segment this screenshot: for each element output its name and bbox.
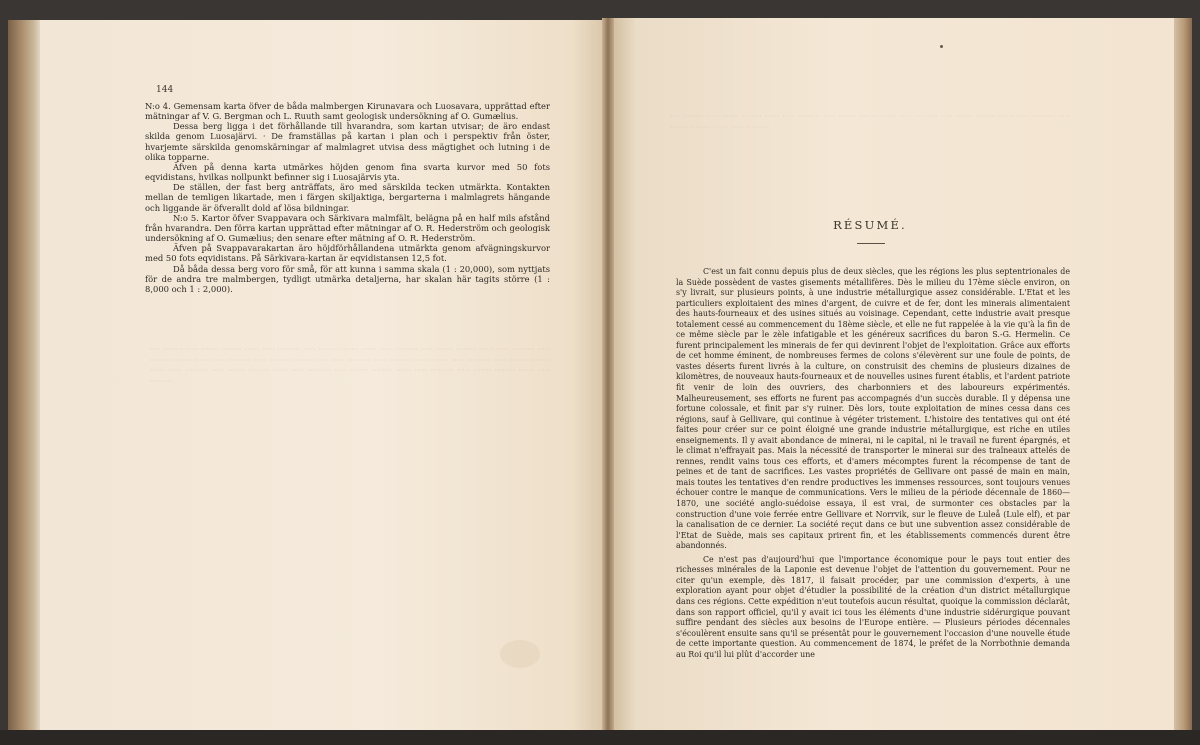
paragraph: De ställen, der fast berg anträffats, äro med särskilda tecken utmärkta. Kontakten mellan de temligen likartade, men i färgen skiljaktiga, bergarterna i malmlagrets hängande och liggande är öfverallt dold af lösa bildningar. [145,182,550,213]
title-rule [857,243,885,244]
paragraph: N:o 5. Kartor öfver Svappavara och Särkivara malmfält, belägna på en half mils afstånd från hvarandra. Den förra kartan upprättad efter mätningar af O. R. Hederström och geologisk undersökning af O. Gumælius; den senare efter mätning af O. R. Hederström. [145,212,550,244]
resume-title: RÉSUMÉ. [833,218,907,232]
show-through-text: ···· ········ ····· ······· ········ ······ ····· ········· ····· ······· ········ ······ ····· ········· ····· ······· ········ ······ ····· ········· ····· ······· ········ ······ ····· ········· ····· ······· ········ ······ ····· ········· ····· ······· ········ ······ ····· ········· ····· ······· ········ ······ ····· ········· ····· ······· ········ ······ ····· ········· ····· ······· ········ ······ ····· ········· ····· ······· ········ ······ ····· ········· [150,345,550,386]
page-mark [940,45,943,48]
book-edge-left [8,20,40,735]
paragraph: Då båda dessa berg voro för små, för att kunna i samma skala (1 : 20,000), som nyttjats för de andra tre malmbergen, tydligt utmärka detaljerna, har skalan här tagits större (1 : 8,000 och 1 : 2,000). [145,263,550,294]
paragraph: Dessa berg ligga i det förhållande till hvarandra, som kartan utvisar; de äro endast skilda genom Luosajärvi. · De framställas på kartan i plan och i perspektiv från öster, hvarjemte särskilda genomskärningar af malmlagret utvisa dess mägtighet och lutning i de olika topparne. [145,121,550,162]
paragraph: Äfven på Svappavarakartan äro höjdförhållandena utmärkta genom afvägningskurvor med 50 fots eqvidistans. På Särkivara-kartan är eqvidistansen 12,5 fot. [145,243,550,264]
show-through-text-right: ···· ········ ····· ······· ········ ······ ····· ········· ····· ······· ········ ······ ····· ········· ····· ······· ········ ······ ····· ········· ····· ······· ········ ······ ····· ········· [670,112,1070,132]
paragraph: Äfven på denna karta utmärkes höjden genom fina svarta kurvor med 50 fots eqvidistans, hvilkas nollpunkt befinner sig i Luosajärvis yta. [145,161,550,183]
right-text-column [676,267,1070,660]
book-edge-right [1172,18,1192,730]
paragraph: Ce n'est pas d'aujourd'hui que l'importance économique pour le pays tout entier des richesses minérales de la Laponie est devenue l'objet de l'attention du gouvernement. Pour ne citer qu'un exemple, dès 1817, il faisait procéder, par une commission d'experts, à une exploration ayant pour objet d'étudier la possibilité de la création d'un district métallurgique dans ces régions. Cette expédition n'eut toutefois aucun résultat, quoique la commission déclarât, dans son rapport officiel, qu'il y avait ici tous les éléments d'une industrie sidérurgique pouvant suffire pendant des siècles aux besoins de l'Europe entière. — Plusieurs périodes décennales s'écoulèrent ensuite sans qu'il se présentât pour le gouvernement l'occasion d'une nouvelle étude de cette importante question. Au commencement de 1874, le préfet de la Norrbothnie demanda au Roi qu'il lui plût d'accorder une [676,554,1070,659]
paragraph: N:o 4. Gemensam karta öfver de båda malmbergen Kirunavara och Luosavara, upprättad efter mätningar af V. G. Bergman och L. Ruuth samt geologisk undersökning af O. Gumælius. [145,101,550,122]
left-text-column [145,101,550,294]
book-gutter [602,18,614,734]
page-number: 144 [156,85,174,95]
paragraph: C'est un fait connu depuis plus de deux siècles, que les régions les plus septentrionales de la Suède possèdent de vastes gisements métallifères. Dès le milieu du 17ème siècle environ, on s'y livrait, sur plusieurs points, à une industrie métallurgique assez considérable. L'Etat et les particuliers exploitaient des mines d'argent, de cuivre et de fer, dont les minerais alimentaient des hauts-fourneaux et des usines situés au voisinage. Cependant, cette industrie avait presque totalement cessé au commencement du 18ème siècle, et elle ne fut rappelée à la vie qu'à la fin de ce même siècle par le zèle infatigable et les généreux sacrifices du baron S.-G. Hermelin. Ce furent principalement les minerais de fer qui devinrent l'objet de l'exploitation. Grâce aux efforts de cet homme éminent, de nombreuses fermes de colons s'élevèrent sur une foule de points, de vastes déserts furent livrés à la culture, on construisit des chemins de plusieurs dizaines de kilomètres, de nouveaux hauts-fourneaux et de nouvelles usines furent établis, et l'ardent patriote fit venir de loin des ouvriers, des charbonniers et des laboureurs expérimentés. Malheureusement, ses efforts ne furent pas accompagnés d'un succès durable. Il y dépensa une fortune colossale, et finit par s'y ruiner. Dès lors, toute exploitation de mines cessa dans ces régions, sauf à Gellivare, qui continue à végéter tristement. L'histoire des tentatives qui ont été faites pour créer sur ce point éloigné une grande industrie métallurgique, est riche en utiles enseignements. Il y avait abondance de minerai, ni le capital, ni le travail ne furent épargnés, et le climat n'effrayait pas. Mais la nécessité de transporter le minerai sur des traîneaux attelés de rennes, rendit vains tous ces efforts, et d'amers mécomptes furent la récompense de tant de peines et de tant de sacrifices. Les vastes propriétés de Gellivare ont passé de main en main, mais toutes les tentatives d'en rendre productives les immenses ressources, sont toujours venues échouer contre le manque de communications. Vers le milieu de la période décennale de 1860—1870, une société anglo-suédoise essaya, il est vrai, de surmonter ces obstacles par la construction d'une voie ferrée entre Gellivare et Norrvik, sur le fleuve de Luleå (Lule elf), et par la canalisation de ce dernier. La société reçut dans ce but une subvention assez considérable de l'Etat de Suède, mais ses capitaux prirent fin, et les établissements commencés durent être abandonnés. [676,267,1070,551]
scan-background [0,730,1200,745]
paper-stain [500,640,540,668]
